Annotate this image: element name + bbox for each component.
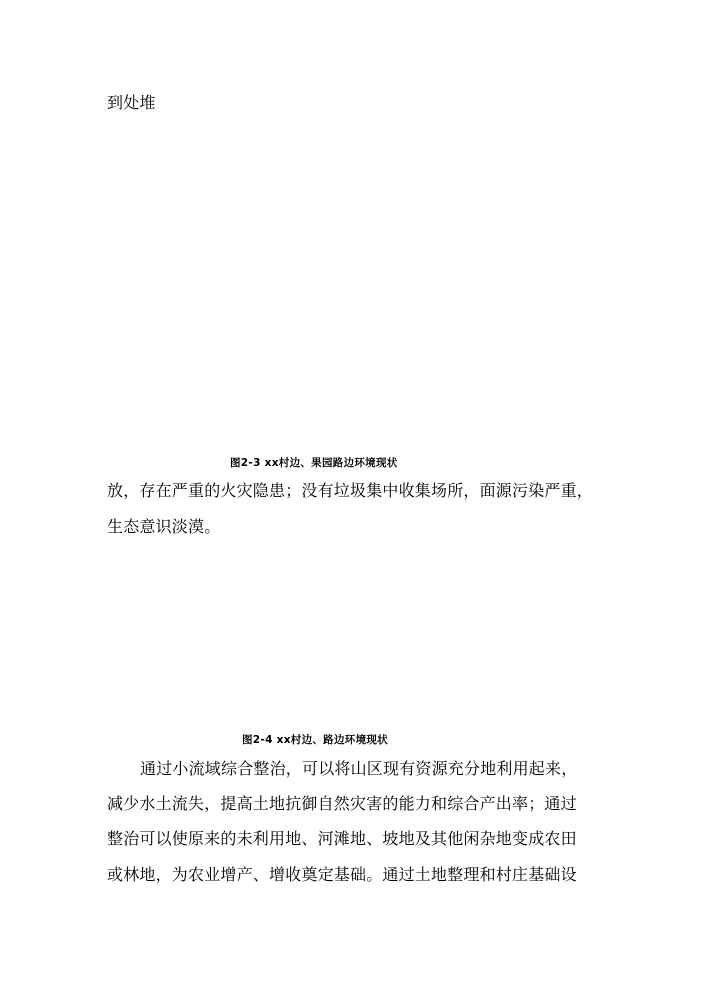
body-text-line: 放，存在严重的火灾隐患；没有垃圾集中收集场所，面源污染严重， — [107, 481, 594, 500]
body-text-line: 生态意识淡漠。 — [107, 517, 221, 536]
body-text-line: 或林地，为农业增产、增收奠定基础。通过土地整理和村庄基础设 — [107, 865, 577, 884]
body-text-line: 通过小流域综合整治，可以将山区现有资源充分地利用起来， — [140, 759, 578, 778]
figure-caption: 图2-3 xx村边、果园路边环境现状 — [230, 457, 398, 469]
figure-image-placeholder — [107, 125, 597, 445]
body-text-line: 减少水土流失，提高土地抗御自然灾害的能力和综合产出率；通过 — [107, 794, 577, 813]
figure-caption: 图2-4 xx村边、路边环境现状 — [242, 734, 388, 746]
figure-image-placeholder — [107, 550, 597, 725]
body-text-line: 整治可以使原来的未利用地、河滩地、坡地及其他闲杂地变成农田 — [107, 829, 577, 848]
body-text-line: 到处堆 — [107, 93, 156, 112]
